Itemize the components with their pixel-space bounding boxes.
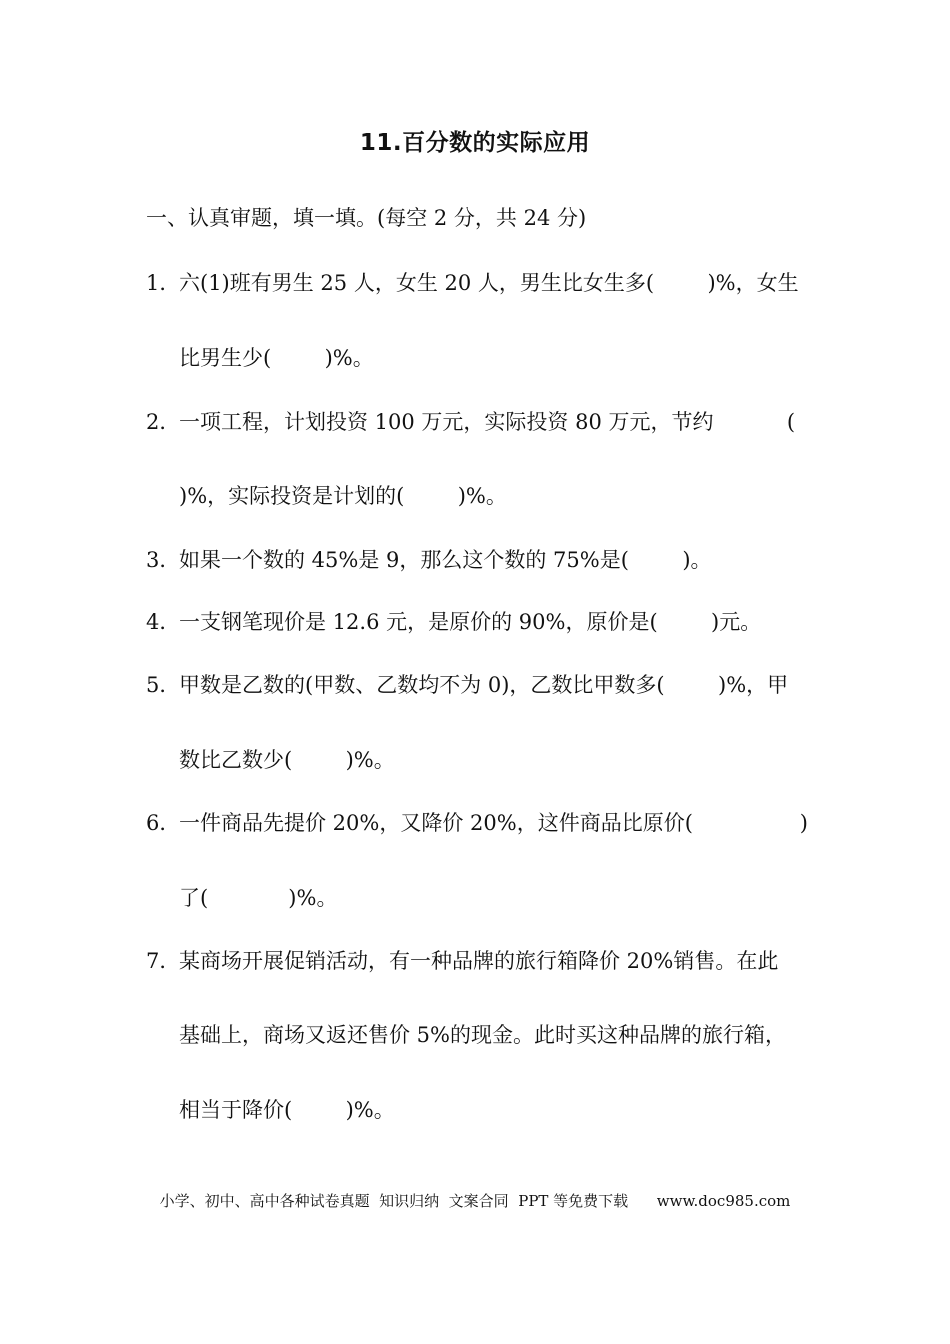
question-text: 相当于降价( )%。: [179, 1098, 395, 1122]
question-text: 了( )%。: [179, 886, 338, 910]
question-text: 如果一个数的 45%是 9，那么这个数的 75%是( )。: [179, 548, 712, 572]
question-number: 2．: [146, 410, 181, 434]
question-text: )%，实际投资是计划的( )%。: [179, 484, 507, 508]
question-text: 六(1)班有男生 25 人，女生 20 人，男生比女生多( )%，女生: [179, 271, 799, 295]
question-text: 一支钢笔现价是 12.6 元，是原价的 90%，原价是( )元。: [179, 610, 762, 634]
question-text: 数比乙数少( )%。: [179, 748, 395, 772]
question-number: 6．: [146, 811, 181, 835]
section-heading: 一、认真审题，填一填。(每空 2 分，共 24 分): [146, 206, 587, 230]
question-number: 7．: [146, 949, 181, 973]
question-number: 3．: [146, 548, 181, 572]
question-number: 1．: [146, 271, 181, 295]
question-number: 5．: [146, 673, 181, 697]
question-text: 某商场开展促销活动，有一种品牌的旅行箱降价 20%销售。在此: [179, 949, 779, 973]
question-text: 一件商品先提价 20%，又降价 20%，这件商品比原价( ): [179, 811, 808, 835]
question-text: 基础上，商场又返还售价 5%的现金。此时买这种品牌的旅行箱，: [179, 1023, 786, 1047]
question-text: 甲数是乙数的(甲数、乙数均不为 0)，乙数比甲数多( )%，甲: [179, 673, 789, 697]
question-number: 4．: [146, 610, 181, 634]
page-footer: 小学、初中、高中各种试卷真题 知识归纳 文案合同 PPT 等免费下载 www.doc985.com: [159, 1192, 791, 1210]
question-text: 一项工程，计划投资 100 万元，实际投资 80 万元，节约 (: [179, 410, 796, 434]
question-text: 比男生少( )%。: [179, 346, 374, 370]
page-title: 11.百分数的实际应用: [359, 130, 591, 156]
